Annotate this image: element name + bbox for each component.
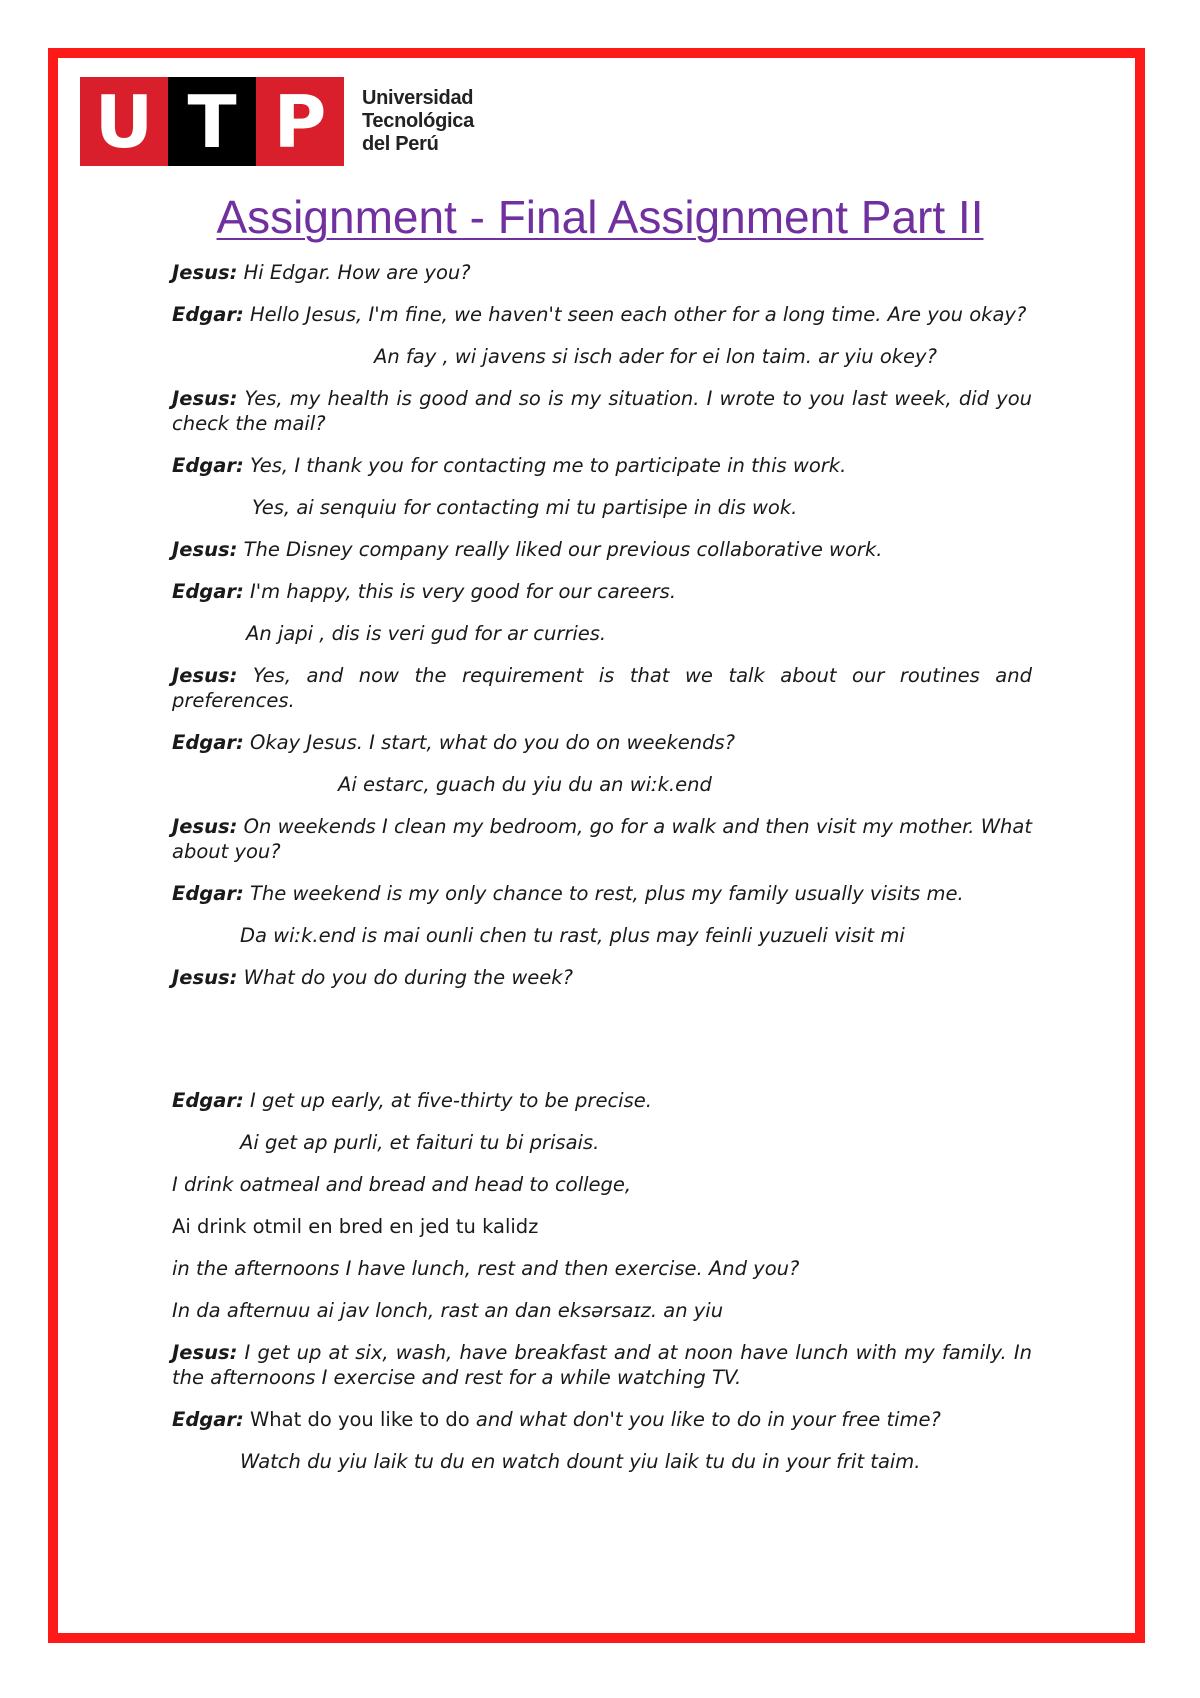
speaker-label: Edgar: <box>172 731 244 754</box>
logo-name-line-3: del Perú <box>362 133 439 155</box>
line-text: Yes, ai senquiu for contacting mi tu partisipe in dis wok. <box>252 496 798 519</box>
line-text: Ai get ap purli, et faituri tu bi prisais. <box>240 1131 600 1154</box>
pronunciation-line <box>172 1449 1032 1474</box>
speaker-label: Edgar: <box>172 1408 244 1431</box>
dialogue-line <box>172 1172 1032 1197</box>
line-text: An fay , wi javens si isch ader for ei lon taim. ar yiu okey? <box>374 345 937 368</box>
dialogue-line <box>172 453 1032 478</box>
pronunciation-line <box>172 344 1032 369</box>
pronunciation-line <box>172 772 1032 797</box>
pronunciation-line <box>172 1214 1032 1239</box>
speaker-label: Edgar: <box>172 882 244 905</box>
dialogue-line <box>172 663 1032 713</box>
line-text: On weekends I clean my bedroom, go for a walk and then visit my mother. What about you? <box>172 815 1032 863</box>
line-text: Yes, I thank you for contacting me to participate in this work. <box>243 454 847 477</box>
line-text-roman: What do you like to do <box>243 1408 470 1431</box>
dialogue-line <box>172 814 1032 864</box>
line-text: Okay Jesus. I start, what do you do on weekends? <box>243 731 736 754</box>
blank-space <box>172 1007 1032 1088</box>
speaker-label: Edgar: <box>172 1089 244 1112</box>
speaker-label: Edgar: <box>172 454 244 477</box>
dialogue-line <box>172 537 1032 562</box>
dialogue-line <box>172 1340 1032 1390</box>
logo-letter-p: P <box>256 77 344 166</box>
speaker-label: Jesus: <box>172 261 238 284</box>
pronunciation-line <box>172 923 1032 948</box>
line-text: Yes, and now the requirement is that we talk about our routines and preferences. <box>172 664 1032 712</box>
line-text: Ai estarc, guach du yiu du an wiːk.end <box>338 773 712 796</box>
dialogue-line <box>172 881 1032 906</box>
logo-letter-u: U <box>80 77 168 166</box>
line-text: Hi Edgar. How are you? <box>237 261 471 284</box>
dialogue-line <box>172 730 1032 755</box>
dialogue-line <box>172 260 1032 285</box>
line-text: The Disney company really liked our previous collaborative work. <box>237 538 883 561</box>
line-text: in the afternoons I have lunch, rest and then exercise. And you? <box>172 1257 800 1280</box>
logo-letter-t: T <box>168 77 256 166</box>
dialogue-line <box>172 386 1032 436</box>
line-text: I'm happy, this is very good for our careers. <box>243 580 677 603</box>
pronunciation-line <box>172 1130 1032 1155</box>
line-text: I get up early, at five-thirty to be precise. <box>243 1089 652 1112</box>
line-text: In da afternuu ai jav lonch, rast an dan eksərsaɪz. an yiu <box>172 1299 724 1322</box>
logo-name-line-1: Universidad <box>362 87 474 109</box>
logo-university-name <box>362 77 474 166</box>
dialogue-line <box>172 1088 1032 1113</box>
pronunciation-line <box>172 1298 1032 1323</box>
dialogue-line <box>172 1407 1032 1432</box>
line-text: Watch du yiu laik tu du en watch dount yiu laik tu du in your frit taim. <box>240 1450 921 1473</box>
line-text: Ai drink otmil en bred en jed tu kalidz <box>172 1215 539 1238</box>
line-text: I drink oatmeal and bread and head to college, <box>172 1173 632 1196</box>
speaker-label: Jesus: <box>172 387 238 410</box>
speaker-label: Jesus: <box>172 1341 238 1364</box>
logo-name-line-2: Tecnológica <box>362 110 474 132</box>
dialogue-line <box>172 965 1032 990</box>
dialogue-line <box>172 302 1032 327</box>
line-text: What do you do during the week? <box>237 966 573 989</box>
line-text: Hello Jesus, I'm fine, we haven't seen each other for a long time. Are you okay? <box>243 303 1027 326</box>
pronunciation-line <box>172 621 1032 646</box>
speaker-label: Jesus: <box>172 538 238 561</box>
line-text: Da wiːk.end is mai ounli chen tu rast, plus may feinli yuzueli visit mi <box>240 924 905 947</box>
line-text: and what don't you like to do in your free time? <box>469 1408 941 1431</box>
line-text: An japi , dis is veri gud for ar curries. <box>246 622 607 645</box>
line-text: I get up at six, wash, have breakfast and at noon have lunch with my family. In the afternoons I exercise and rest for a while watching TV. <box>172 1341 1032 1389</box>
utp-logo <box>80 77 474 166</box>
dialogue-line <box>172 1256 1032 1281</box>
line-text: Yes, my health is good and so is my situation. I wrote to you last week, did you check the mail? <box>172 387 1032 435</box>
speaker-label: Edgar: <box>172 580 244 603</box>
speaker-label: Jesus: <box>172 815 238 838</box>
line-text: The weekend is my only chance to rest, plus my family usually visits me. <box>243 882 964 905</box>
page-title: Assignment - Final Assignment Part II <box>216 191 984 243</box>
dialogue-line <box>172 579 1032 604</box>
speaker-label: Jesus: <box>172 966 238 989</box>
speaker-label: Jesus: <box>172 664 238 687</box>
pronunciation-line <box>172 495 1032 520</box>
speaker-label: Edgar: <box>172 303 244 326</box>
dialogue-body <box>172 260 1032 1491</box>
